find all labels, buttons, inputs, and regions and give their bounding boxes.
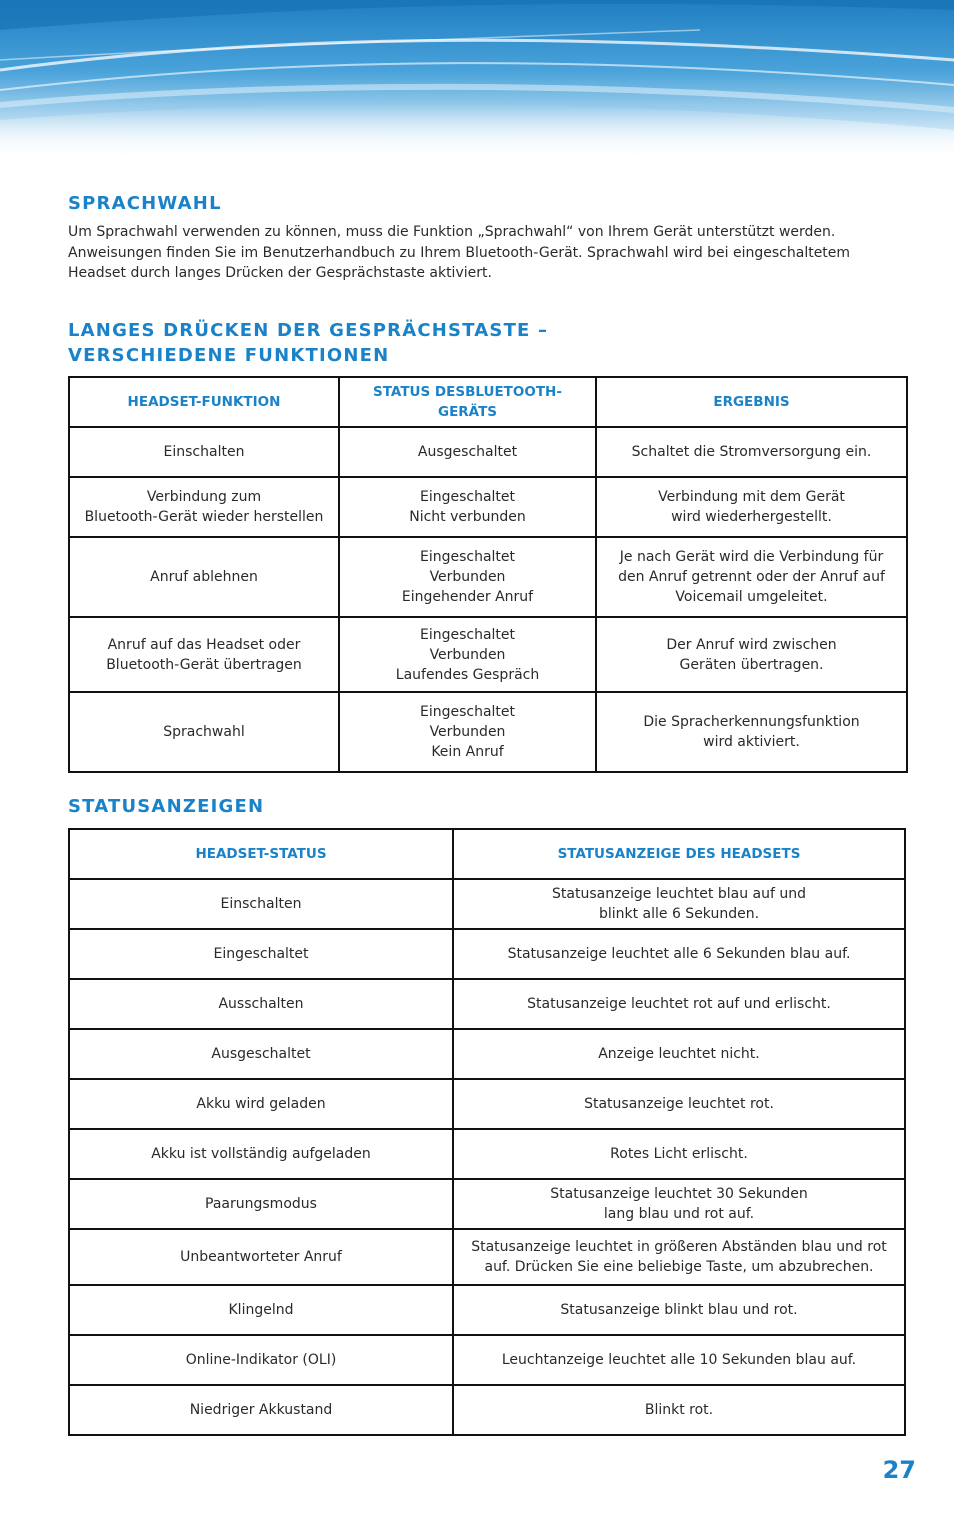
cell-text: Ausgeschaltet	[417, 444, 518, 460]
table-row	[69, 692, 907, 772]
table-cell	[453, 979, 905, 1029]
table-cell	[453, 1335, 905, 1385]
table-row	[69, 477, 907, 537]
cell-text: Die Spracherkennungsfunktion	[643, 714, 860, 730]
paragraph-line: Headset durch langes Drücken der Gesprächstaste aktiviert.	[68, 265, 492, 281]
table-row	[69, 879, 905, 929]
paragraph-line: Um Sprachwahl verwenden zu können, muss die Funktion „Sprachwahl“ von Ihrem Gerät unterstützt werden.	[68, 224, 836, 240]
column-header	[596, 377, 907, 427]
cell-text: Rotes Licht erlischt.	[610, 1146, 748, 1162]
cell-text: Kein Anruf	[431, 744, 504, 760]
table-cell	[69, 477, 339, 537]
table-row	[69, 1079, 905, 1129]
cell-text: Sprachwahl	[163, 724, 245, 740]
table-cell	[69, 1335, 453, 1385]
cell-text: BLUETOOTH-GERÄTS	[437, 384, 562, 420]
cell-text: Geräten übertragen.	[679, 656, 824, 673]
table-row	[69, 929, 905, 979]
cell-text: Statusanzeige leuchtet alle 6 Sekunden blau auf.	[507, 946, 851, 962]
table-cell	[69, 1079, 453, 1129]
table-cell	[69, 879, 453, 929]
cell-text: Statusanzeige leuchtet rot auf und erlischt.	[527, 996, 831, 1012]
cell-text: HEADSET-FUNKTION	[127, 394, 281, 410]
cell-text: wird wiederhergestellt.	[671, 509, 832, 525]
cell-text: STATUSANZEIGE DES HEADSETS	[557, 846, 801, 862]
table-cell	[453, 1079, 905, 1129]
cell-text: Statusanzeige blinkt blau und rot.	[560, 1302, 798, 1318]
cell-text: Bluetooth-Gerät wieder herstellen	[84, 509, 324, 525]
table-row	[69, 1129, 905, 1179]
cell-text: Einschalten	[163, 444, 245, 460]
table-cell	[453, 1129, 905, 1179]
table-cell	[453, 1229, 905, 1285]
cell-text: ERGEBNIS	[713, 394, 790, 410]
table-row	[69, 1229, 905, 1285]
column-header	[339, 377, 596, 427]
table-cell	[69, 1229, 453, 1285]
cell-text: HEADSET-STATUS	[195, 846, 327, 862]
cell-text: Unbeantworteter Anruf	[180, 1249, 342, 1265]
table-cell	[453, 1179, 905, 1229]
table-cell	[69, 537, 339, 617]
table-row	[69, 537, 907, 617]
cell-text: Nicht verbunden	[409, 509, 526, 525]
column-header	[453, 829, 905, 879]
cell-text: Anruf ablehnen	[150, 569, 258, 585]
cell-text: Blinkt rot.	[644, 1402, 714, 1418]
cell-text: Ausgeschaltet	[211, 1046, 311, 1062]
table-cell	[453, 1029, 905, 1079]
table-cell	[453, 929, 905, 979]
header-row	[69, 377, 907, 427]
table-row	[69, 617, 907, 692]
header-banner	[0, 0, 954, 160]
table-cell	[453, 1385, 905, 1435]
table-row	[69, 1385, 905, 1435]
cell-text: Verbindung mit dem Gerät	[658, 489, 845, 505]
status-table	[68, 828, 906, 1436]
cell-text: Anruf auf das Headset oder	[107, 636, 301, 653]
cell-text: Online-Indikator (OLI)	[185, 1352, 337, 1368]
cell-text: Eingehender Anruf	[401, 589, 534, 605]
table-cell	[339, 617, 596, 692]
title-line: LANGES DRÜCKEN DER GESPRÄCHSTASTE –	[68, 320, 549, 341]
table-cell	[69, 1179, 453, 1229]
title-line: VERSCHIEDENE FUNKTIONEN	[68, 345, 390, 366]
cell-text: Akku ist vollständig aufgeladen	[151, 1146, 371, 1162]
table-cell	[596, 537, 907, 617]
cell-text: Voicemail umgeleitet.	[675, 589, 828, 605]
table-cell	[453, 879, 905, 929]
cell-text: Der Anruf wird zwischen	[666, 636, 837, 653]
cell-text: STATUS DES	[373, 384, 466, 400]
table-cell	[453, 1285, 905, 1335]
table-row	[69, 1029, 905, 1079]
table-row	[69, 1285, 905, 1335]
cell-text: Verbunden	[429, 569, 506, 585]
table-cell	[339, 537, 596, 617]
section-title-voice-dial: SPRACHWAHL	[68, 193, 222, 214]
cell-text: Niedriger Akkustand	[189, 1402, 333, 1418]
cell-text: Schaltet die Stromversorgung ein.	[631, 444, 872, 460]
table-row	[69, 427, 907, 477]
table-cell	[596, 617, 907, 692]
section-title-long-press	[68, 318, 548, 368]
wave-graphic	[0, 0, 954, 160]
cell-text: Je nach Gerät wird die Verbindung für	[619, 549, 884, 565]
cell-text: Verbunden	[429, 724, 506, 740]
table-cell	[69, 1285, 453, 1335]
column-header	[69, 829, 453, 879]
cell-text: Verbunden	[429, 646, 506, 663]
table-cell	[69, 427, 339, 477]
cell-text: den Anruf getrennt oder der Anruf auf	[618, 569, 885, 585]
functions-table	[68, 376, 908, 773]
column-header	[69, 377, 339, 427]
table-cell	[69, 1129, 453, 1179]
cell-text: Einschalten	[220, 896, 302, 912]
cell-text: Eingeschaltet	[213, 946, 309, 962]
cell-text: Leuchtanzeige leuchtet alle 10 Sekunden blau auf.	[501, 1352, 857, 1368]
table-row	[69, 1335, 905, 1385]
table-cell	[596, 427, 907, 477]
cell-text: Eingeschaltet	[419, 489, 516, 505]
header-row	[69, 829, 905, 879]
cell-text: Akku wird geladen	[196, 1096, 326, 1112]
cell-text: wird aktiviert.	[703, 734, 800, 750]
cell-text: Eingeschaltet	[419, 549, 516, 565]
cell-text: Eingeschaltet	[419, 626, 516, 643]
cell-text: Bluetooth-Gerät übertragen	[106, 656, 302, 673]
cell-text: Ausschalten	[218, 996, 304, 1012]
table-row	[69, 979, 905, 1029]
page-number: 27	[882, 1456, 916, 1484]
table-cell	[596, 477, 907, 537]
cell-text: blinkt alle 6 Sekunden.	[598, 906, 760, 922]
cell-text: auf. Drücken Sie eine beliebige Taste, um abzubrechen.	[484, 1259, 874, 1275]
cell-text: Eingeschaltet	[419, 704, 516, 720]
cell-text: Verbindung zum	[146, 489, 262, 505]
table-cell	[69, 1385, 453, 1435]
table-cell	[339, 427, 596, 477]
cell-text: Statusanzeige leuchtet blau auf und	[552, 886, 806, 902]
cell-text: Laufendes Gespräch	[395, 666, 540, 683]
table-cell	[339, 692, 596, 772]
section-title-status: STATUSANZEIGEN	[68, 796, 265, 817]
table-row	[69, 1179, 905, 1229]
table-cell	[339, 477, 596, 537]
cell-text: Anzeige leuchtet nicht.	[598, 1046, 760, 1062]
table-cell	[596, 692, 907, 772]
cell-text: lang blau und rot auf.	[603, 1206, 755, 1222]
cell-text: Statusanzeige leuchtet in größeren Abständen blau und rot	[471, 1239, 887, 1255]
cell-text: Statusanzeige leuchtet 30 Sekunden	[550, 1186, 808, 1202]
table-cell	[69, 929, 453, 979]
cell-text: Statusanzeige leuchtet rot.	[584, 1096, 774, 1112]
table-cell	[69, 692, 339, 772]
cell-text: Paarungsmodus	[205, 1196, 317, 1212]
table-cell	[69, 1029, 453, 1079]
voice-dial-paragraph	[68, 222, 898, 284]
table-cell	[69, 979, 453, 1029]
cell-text: Klingelnd	[228, 1302, 294, 1318]
paragraph-line: Anweisungen finden Sie im Benutzerhandbuch zu Ihrem Bluetooth-Gerät. Sprachwahl wird bei eingeschaltetem	[68, 244, 851, 261]
table-cell	[69, 617, 339, 692]
